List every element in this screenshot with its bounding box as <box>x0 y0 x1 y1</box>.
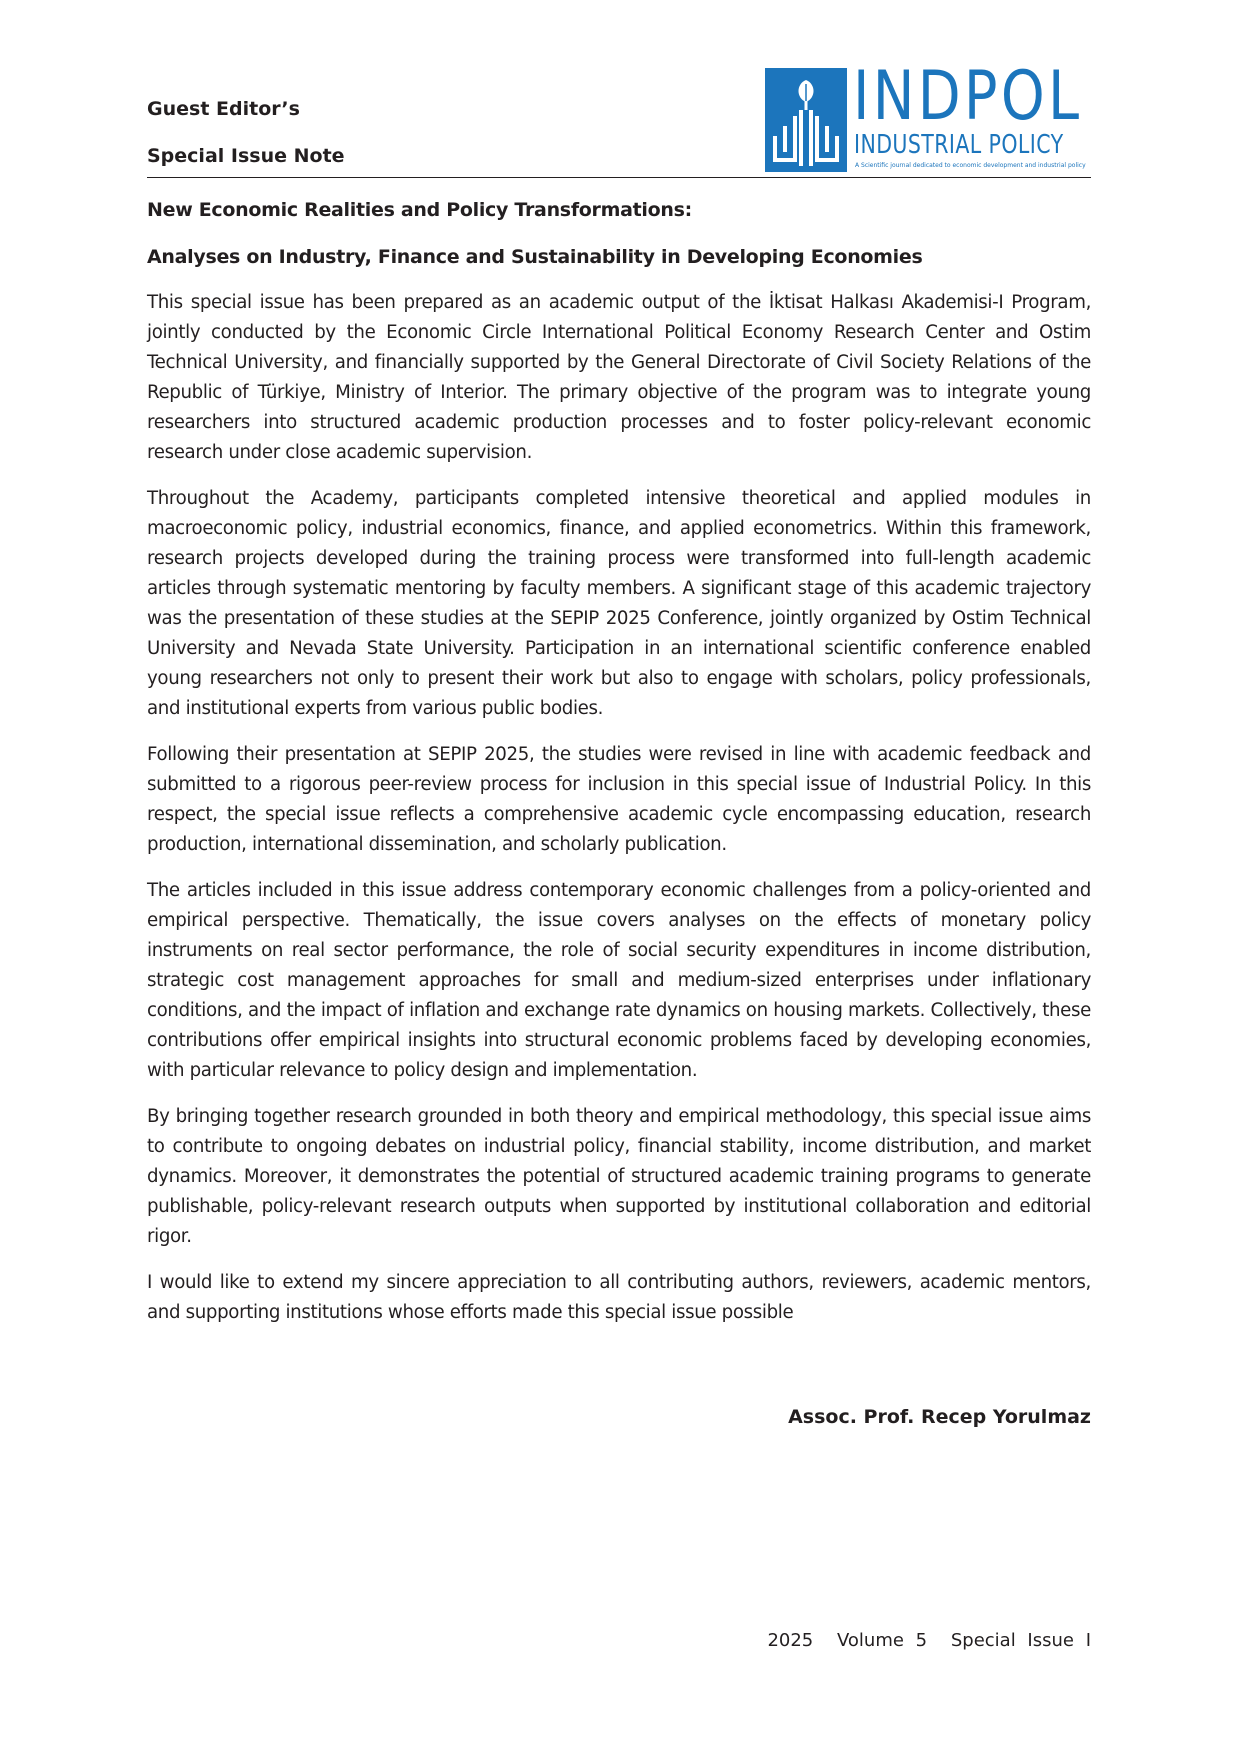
leaf-emblem-icon <box>765 68 853 173</box>
paragraph: The articles included in this issue address contemporary economic challenges from a policy-oriented and empirical perspective. Thematically, the issue covers analyses on the effects of monetary policy instruments on real sector performance, the role of social security expenditures in income distribution, strategic cost management approaches for small and medium-sized enterprises under inflationary conditions, and the impact of inflation and exchange rate dynamics on housing markets. Collectively, these contributions offer empirical insights into structural economic problems faced by developing economies, with particular relevance to policy design and implementation. <box>147 880 1091 1081</box>
article-body <box>147 288 1091 1344</box>
editor-signature: Assoc. Prof. Recep Yorulmaz <box>788 1406 1091 1428</box>
page-footer <box>755 1630 1091 1651</box>
article-title-line1: New Economic Realities and Policy Transformations: <box>147 199 692 221</box>
footer-year: 2025 <box>767 1630 814 1651</box>
header-label-line1: Guest Editor’s <box>147 98 300 120</box>
paragraph: This special issue has been prepared as an academic output of the İktisat Halkası Akademisi-I Program, jointly conducted by the Economic Circle International Political Economy Research Center and Ostim Technical University, and financially supported by the General Directorate of Civil Society Relations of the Republic of Türkiye, Ministry of Interior. The primary objective of the program was to integrate young researchers into structured academic production processes and to foster policy-relevant economic research under close academic supervision. <box>147 292 1091 463</box>
header-label <box>147 96 345 190</box>
article-title-line2: Analyses on Industry, Finance and Sustainability in Developing Economies <box>147 246 923 268</box>
logo-title: INDPOL <box>853 57 1083 136</box>
paragraph: Following their presentation at SEPIP 2025, the studies were revised in line with academic feedback and submitted to a rigorous peer-review process for inclusion in this special issue of Industrial Policy. In this respect, the special issue reflects a comprehensive academic cycle encompassing education, research production, international dissemination, and scholarly publication. <box>147 744 1091 855</box>
logo-subtitle: INDUSTRIAL POLICY <box>854 130 1064 160</box>
journal-logo <box>765 57 1095 173</box>
header-label-line2: Special Issue Note <box>147 145 345 167</box>
footer-issue: Special Issue I <box>950 1630 1091 1651</box>
paragraph: Throughout the Academy, participants completed intensive theoretical and applied modules in macroeconomic policy, industrial economics, finance, and applied econometrics. Within this framework, research projects developed during the training process were transformed into full-length academic articles through systematic mentoring by faculty members. A significant stage of this academic trajectory was the presentation of these studies at the SEPIP 2025 Conference, jointly organized by Ostim Technical University and Nevada State University. Participation in an international scientific conference enabled young researchers not only to present their work but also to engage with scholars, policy professionals, and institutional experts from various public bodies. <box>147 488 1091 719</box>
paragraph: I would like to extend my sincere appreciation to all contributing authors, reviewers, academic mentors, and supporting institutions whose efforts made this special issue possible <box>147 1272 1091 1323</box>
article-title <box>147 197 1091 291</box>
footer-volume: Volume 5 <box>836 1630 928 1651</box>
header-divider <box>147 177 1091 178</box>
logo-tagline: A Scientific journal dedicated to economic development and industrial policy <box>855 162 1086 169</box>
paragraph: By bringing together research grounded in both theory and empirical methodology, this special issue aims to contribute to ongoing debates on industrial policy, financial stability, income distribution, and market dynamics. Moreover, it demonstrates the potential of structured academic training programs to generate publishable, policy-relevant research outputs when supported by institutional collaboration and editorial rigor. <box>147 1106 1091 1247</box>
